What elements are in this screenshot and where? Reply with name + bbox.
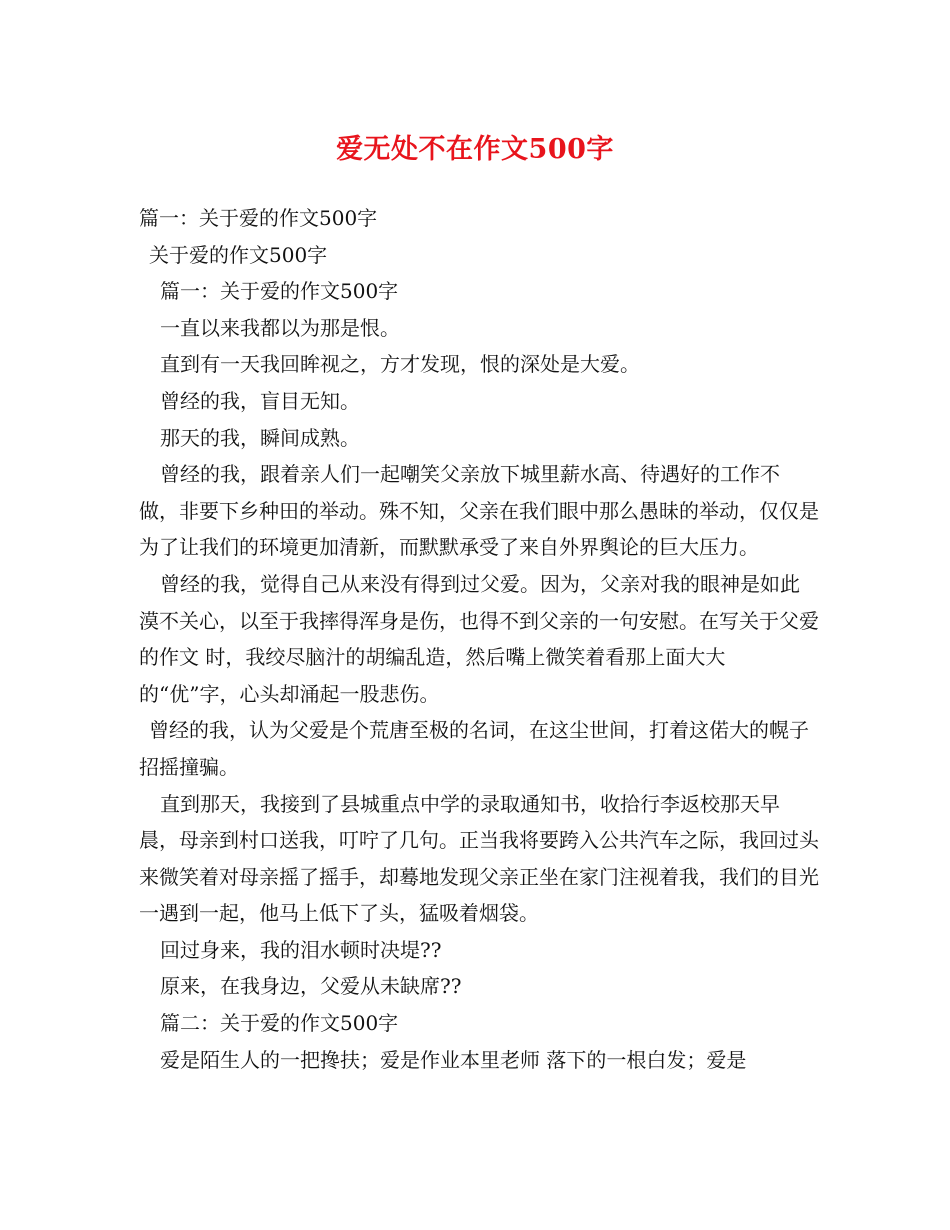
subtitle: 关于爱的作文500字 [149, 242, 328, 267]
section-heading: 篇一：关于爱的作文500字 [139, 206, 378, 230]
paragraph: 回过身来，我的泪水顿时决堤?? [160, 937, 442, 962]
paragraph: 篇一：关于爱的作文500字 [160, 279, 399, 304]
paragraph: 直到那天，我接到了县城重点中学的录取通知书，收拾行李返校那天早晨，母亲到村口送我，叮咛了几句。正当我将要跨入公共汽车之际，我回过头来微笑着对母亲摇了摇手，却蓦地发现父亲正坐在家门注视着我，我们的目光一遇到一起，他马上低下了头，猛吸着烟袋。 [139, 791, 819, 926]
paragraph: 直到有一天我回眸视之，方才发现，恨的深处是大爱。 [160, 352, 640, 377]
paragraph: 曾经的我，盲目无知。 [160, 388, 360, 413]
paragraph: 原来，在我身边，父爱从未缺席?? [160, 974, 462, 999]
paragraph: 爱是陌生人的一把搀扶；爱是作业本里老师 落下的一根白发；爱是 [160, 1047, 747, 1072]
paragraph: 曾经的我，觉得自己从来没有得到过父爱。因为，父亲对我的眼神是如此漠不关心，以至于我摔得浑身是伤，也得不到父亲的一句安慰。在写关于父爱的作文 时，我绞尽脑汁的胡编乱造，然后嘴上微笑着看那上面大大的“优”字，心头却涌起一股悲伤。 [139, 571, 819, 706]
paragraph: 曾经的我，跟着亲人们一起嘲笑父亲放下城里薪水高、待遇好的工作不做，非要下乡种田的举动。殊不知，父亲在我们眼中那么愚昧的举动，仅仅是为了让我们的环境更加清新，而默默承受了来自外界舆论的巨大压力。 [139, 462, 819, 560]
paragraph: 一直以来我都以为那是恨。 [160, 315, 400, 340]
document-body [139, 200, 819, 1078]
paragraph: 那天的我，瞬间成熟。 [160, 425, 360, 450]
paragraph: 曾经的我，认为父爱是个荒唐至极的名词，在这尘世间，打着这偌大的幌子招摇撞骗。 [139, 718, 809, 779]
document-title: 爱无处不在作文500字 [336, 134, 614, 165]
section-heading: 篇二：关于爱的作文500字 [160, 1011, 399, 1036]
